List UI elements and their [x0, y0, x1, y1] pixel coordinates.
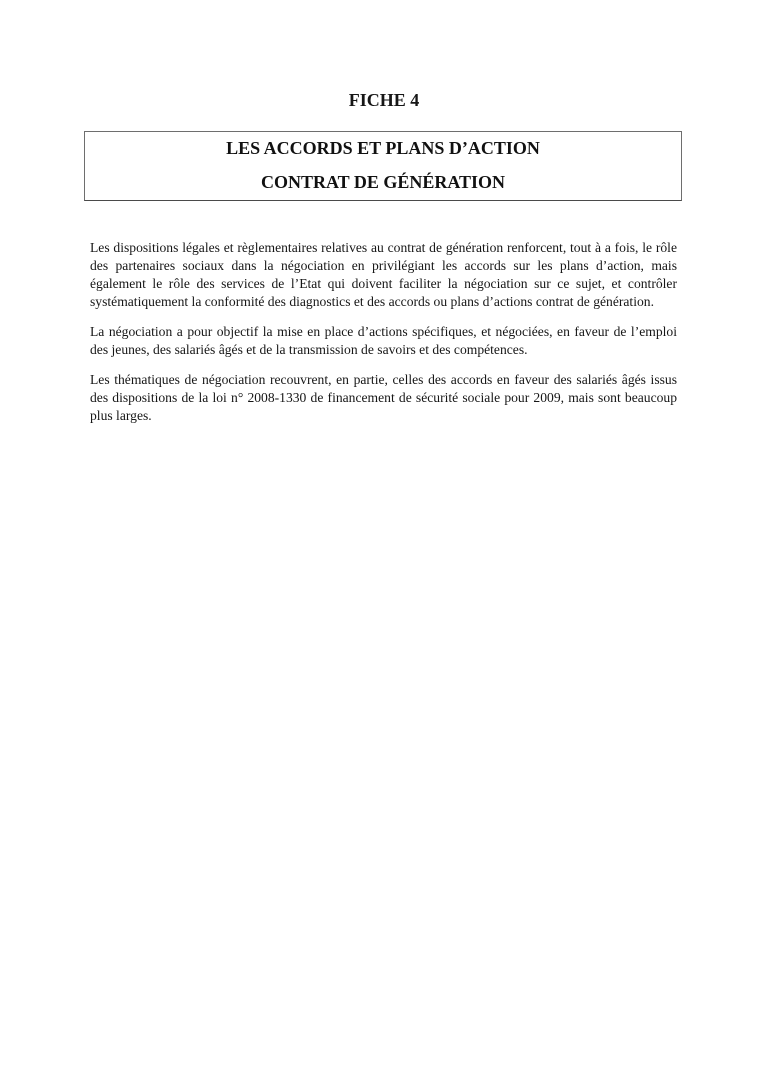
paragraph-2: La négociation a pour objectif la mise en place d’actions spécifiques, et négociées, en faveur de l’emploi des jeunes, des salariés âgés et de la transmission de savoirs et des compétences. [90, 324, 677, 357]
paragraph-3: Les thématiques de négociation recouvrent, en partie, celles des accords en faveur des salariés âgés issus des dispositions de la loi n° 2008-1330 de financement de sécurité sociale pour 2009, mais sont beaucoup plus larges. [90, 372, 677, 423]
page-title: FICHE 4 [348, 90, 420, 110]
title-box [84, 131, 682, 201]
title-box-line-2: CONTRAT DE GÉNÉRATION [260, 172, 506, 192]
title-box-line-1: LES ACCORDS ET PLANS D’ACTION [226, 138, 540, 158]
body-text [90, 239, 677, 437]
paragraph-1: Les dispositions légales et règlementaires relatives au contrat de génération renforcent, tout à a fois, le rôle des partenaires sociaux dans la négociation en privilégiant les accords sur les plans d’action, mais également le rôle des services de l’Etat qui doivent faciliter la négociation sur ce sujet, et contrôler systématiquement la conformité des diagnostics et des accords ou plans d’actions contrat de génération. [90, 240, 677, 309]
